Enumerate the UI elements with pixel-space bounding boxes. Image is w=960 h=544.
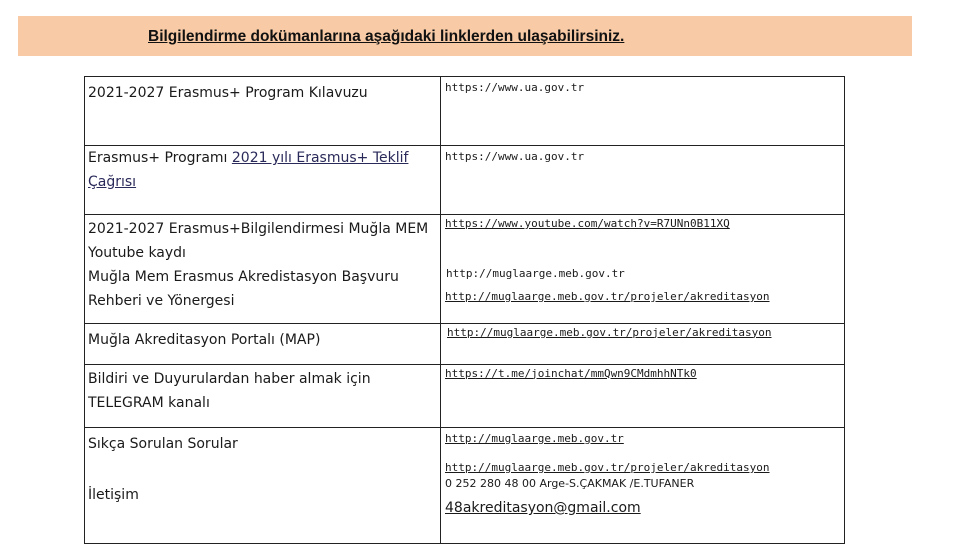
email-link[interactable]: 48akreditasyon@gmail.com [445,500,641,516]
row-link-cell [441,427,845,461]
row-link-cell [441,146,845,215]
youtube-link[interactable]: https://www.youtube.com/watch?v=R7UNn0B11XQ [445,217,730,230]
page-title: Bilgilendirme dokümanlarına aşağıdaki linklerden ulaşabilirsiniz. [148,28,625,45]
row-label: Muğla Mem Erasmus Akredistasyon Başvuru Rehberi ve Yönergesi [88,269,399,309]
row-label-cell [85,146,441,215]
table-row [85,77,845,146]
teklif-cagrisi-link[interactable]: 2021 yılı Erasmus+ Teklif Çağrısı [88,150,409,190]
contact-info: 0 252 280 48 00 Arge-S.ÇAKMAK /E.TUFANER [445,477,695,490]
row-label-cell [85,77,441,146]
telegram-link[interactable]: https://t.me/joinchat/mmQwn9CMdmhhNTk0 [445,366,697,380]
row-label-cell [85,461,441,543]
row-label-cell [85,323,441,364]
row-link-cell [441,461,845,543]
row-label-cell [85,215,441,266]
akreditasyon-link[interactable]: http://muglaarge.meb.gov.tr/projeler/akreditasyon [445,461,770,474]
links-table [84,76,845,544]
row-label: Sıkça Sorulan Sorular [88,435,238,452]
row-label: 2021-2027 Erasmus+Bilgilendirmesi Muğla MEM Youtube kaydı [88,221,429,261]
row-label-cell [85,427,441,461]
row-label: Bildiri ve Duyurulardan haber almak için TELEGRAM kanalı [88,370,371,411]
table-row [85,265,845,323]
row-label-cell [85,364,441,427]
table-row [85,364,845,427]
row-link-cell [441,215,845,266]
table-row [85,146,845,215]
row-label: İletişim [88,487,139,503]
row-label-cell [85,265,441,323]
muglaarge-link[interactable]: http://muglaarge.meb.gov.tr [446,267,625,280]
row-label-prefix: Erasmus+ Programı [88,150,232,166]
row-link-cell [441,323,845,364]
ua-gov-link[interactable]: https://www.ua.gov.tr [445,81,585,94]
row-label: Muğla Akreditasyon Portalı (MAP) [88,331,321,348]
muglaarge-link[interactable]: http://muglaarge.meb.gov.tr [445,431,624,445]
table-row [85,215,845,266]
table-row [85,427,845,461]
row-link-cell [441,265,845,323]
table-row [85,461,845,543]
row-link-cell [441,364,845,427]
akreditasyon-link[interactable]: http://muglaarge.meb.gov.tr/projeler/akreditasyon [447,325,772,339]
ua-gov-link[interactable]: https://www.ua.gov.tr [445,150,585,163]
header-banner [18,16,912,56]
row-label: 2021-2027 Erasmus+ Program Kılavuzu [88,85,368,101]
row-link-cell [441,77,845,146]
table-row [85,323,845,364]
akreditasyon-link[interactable]: http://muglaarge.meb.gov.tr/projeler/akreditasyon [445,290,770,303]
